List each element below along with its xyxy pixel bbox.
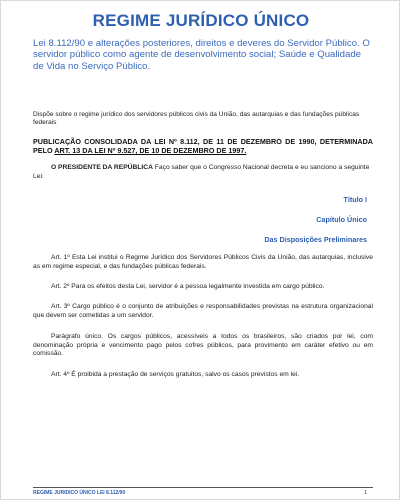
article-label: Art. 1º xyxy=(51,254,70,261)
article-text: Para os efeitos desta Lei, servidor é a pessoa legalmente investida em cargo público. xyxy=(69,283,325,290)
document-title: REGIME JURÍDICO ÚNICO xyxy=(92,11,310,30)
footer-title: REGIME JURIDICO ÚNICO LEI 8.112/90 xyxy=(33,490,126,496)
law-summary: Dispõe sobre o regime jurídico dos servidores públicos civis da União, das autarquias e das fundações públicas federais xyxy=(33,111,360,127)
presidente-text: Faço saber que o Congresso Nacional decreta e eu sanciono a seguinte Lei: xyxy=(33,164,370,180)
document-subtitle: Lei 8.112/90 e alterações posteriores, direitos e deveres do Servidor Público. O servidor público como agente de desenvolvimento social; Saúde e Qualidade de Vida no Serviço Público. xyxy=(33,38,370,72)
footer-divider xyxy=(33,487,373,488)
article-4 xyxy=(33,371,373,380)
paragrafo-text: Os cargos públicos, acessíveis a todos os brasileiros, são criados por lei, com denominação própria e vencimento pago pelos cofres públicos, para provimento em caráter efetivo ou em comissão. xyxy=(33,333,373,358)
publication-text: PUBLICAÇÃO CONSOLIDADA DA LEI Nº 8.112, DE 11 DE DEZEMBRO DE 1990, DETERMINADA PELO xyxy=(33,137,373,156)
presidente-label: O PRESIDENTE DA REPÚBLICA xyxy=(51,164,153,171)
article-2 xyxy=(33,283,373,292)
page-number: 1 xyxy=(364,490,367,496)
heading-disposicoes: Das Disposições Preliminares xyxy=(264,235,367,244)
heading-capitulo: Capítulo Único xyxy=(316,215,367,224)
article-label: Art. 3º xyxy=(51,303,70,310)
publication-link[interactable]: ART. 13 DA LEI Nº 9.527, DE 10 DE DEZEMBRO DE 1997. xyxy=(54,146,247,156)
article-text: Esta Lei institui o Regime Jurídico dos Servidores Públicos Civis da União, das autarquias, inclusive as em regime especial, e das fundações públicas federais. xyxy=(33,254,373,270)
heading-titulo: Título I xyxy=(343,195,367,204)
paragrafo-unico xyxy=(33,333,373,359)
article-3 xyxy=(33,303,373,320)
article-text: Cargo público é o conjunto de atribuições e responsabilidades previstas na estrutura organizacional que devem ser cometidas a um servidor. xyxy=(33,303,373,319)
paragrafo-label: Parágrafo único. xyxy=(51,333,103,340)
article-label: Art. 4º xyxy=(51,371,70,378)
article-1 xyxy=(33,254,373,271)
publication-note xyxy=(33,137,373,155)
article-text: É proibida a prestação de serviços gratuitos, salvo os casos previstos em lei. xyxy=(69,371,300,378)
article-label: Art. 2º xyxy=(51,283,70,290)
enactment-clause xyxy=(33,164,373,181)
